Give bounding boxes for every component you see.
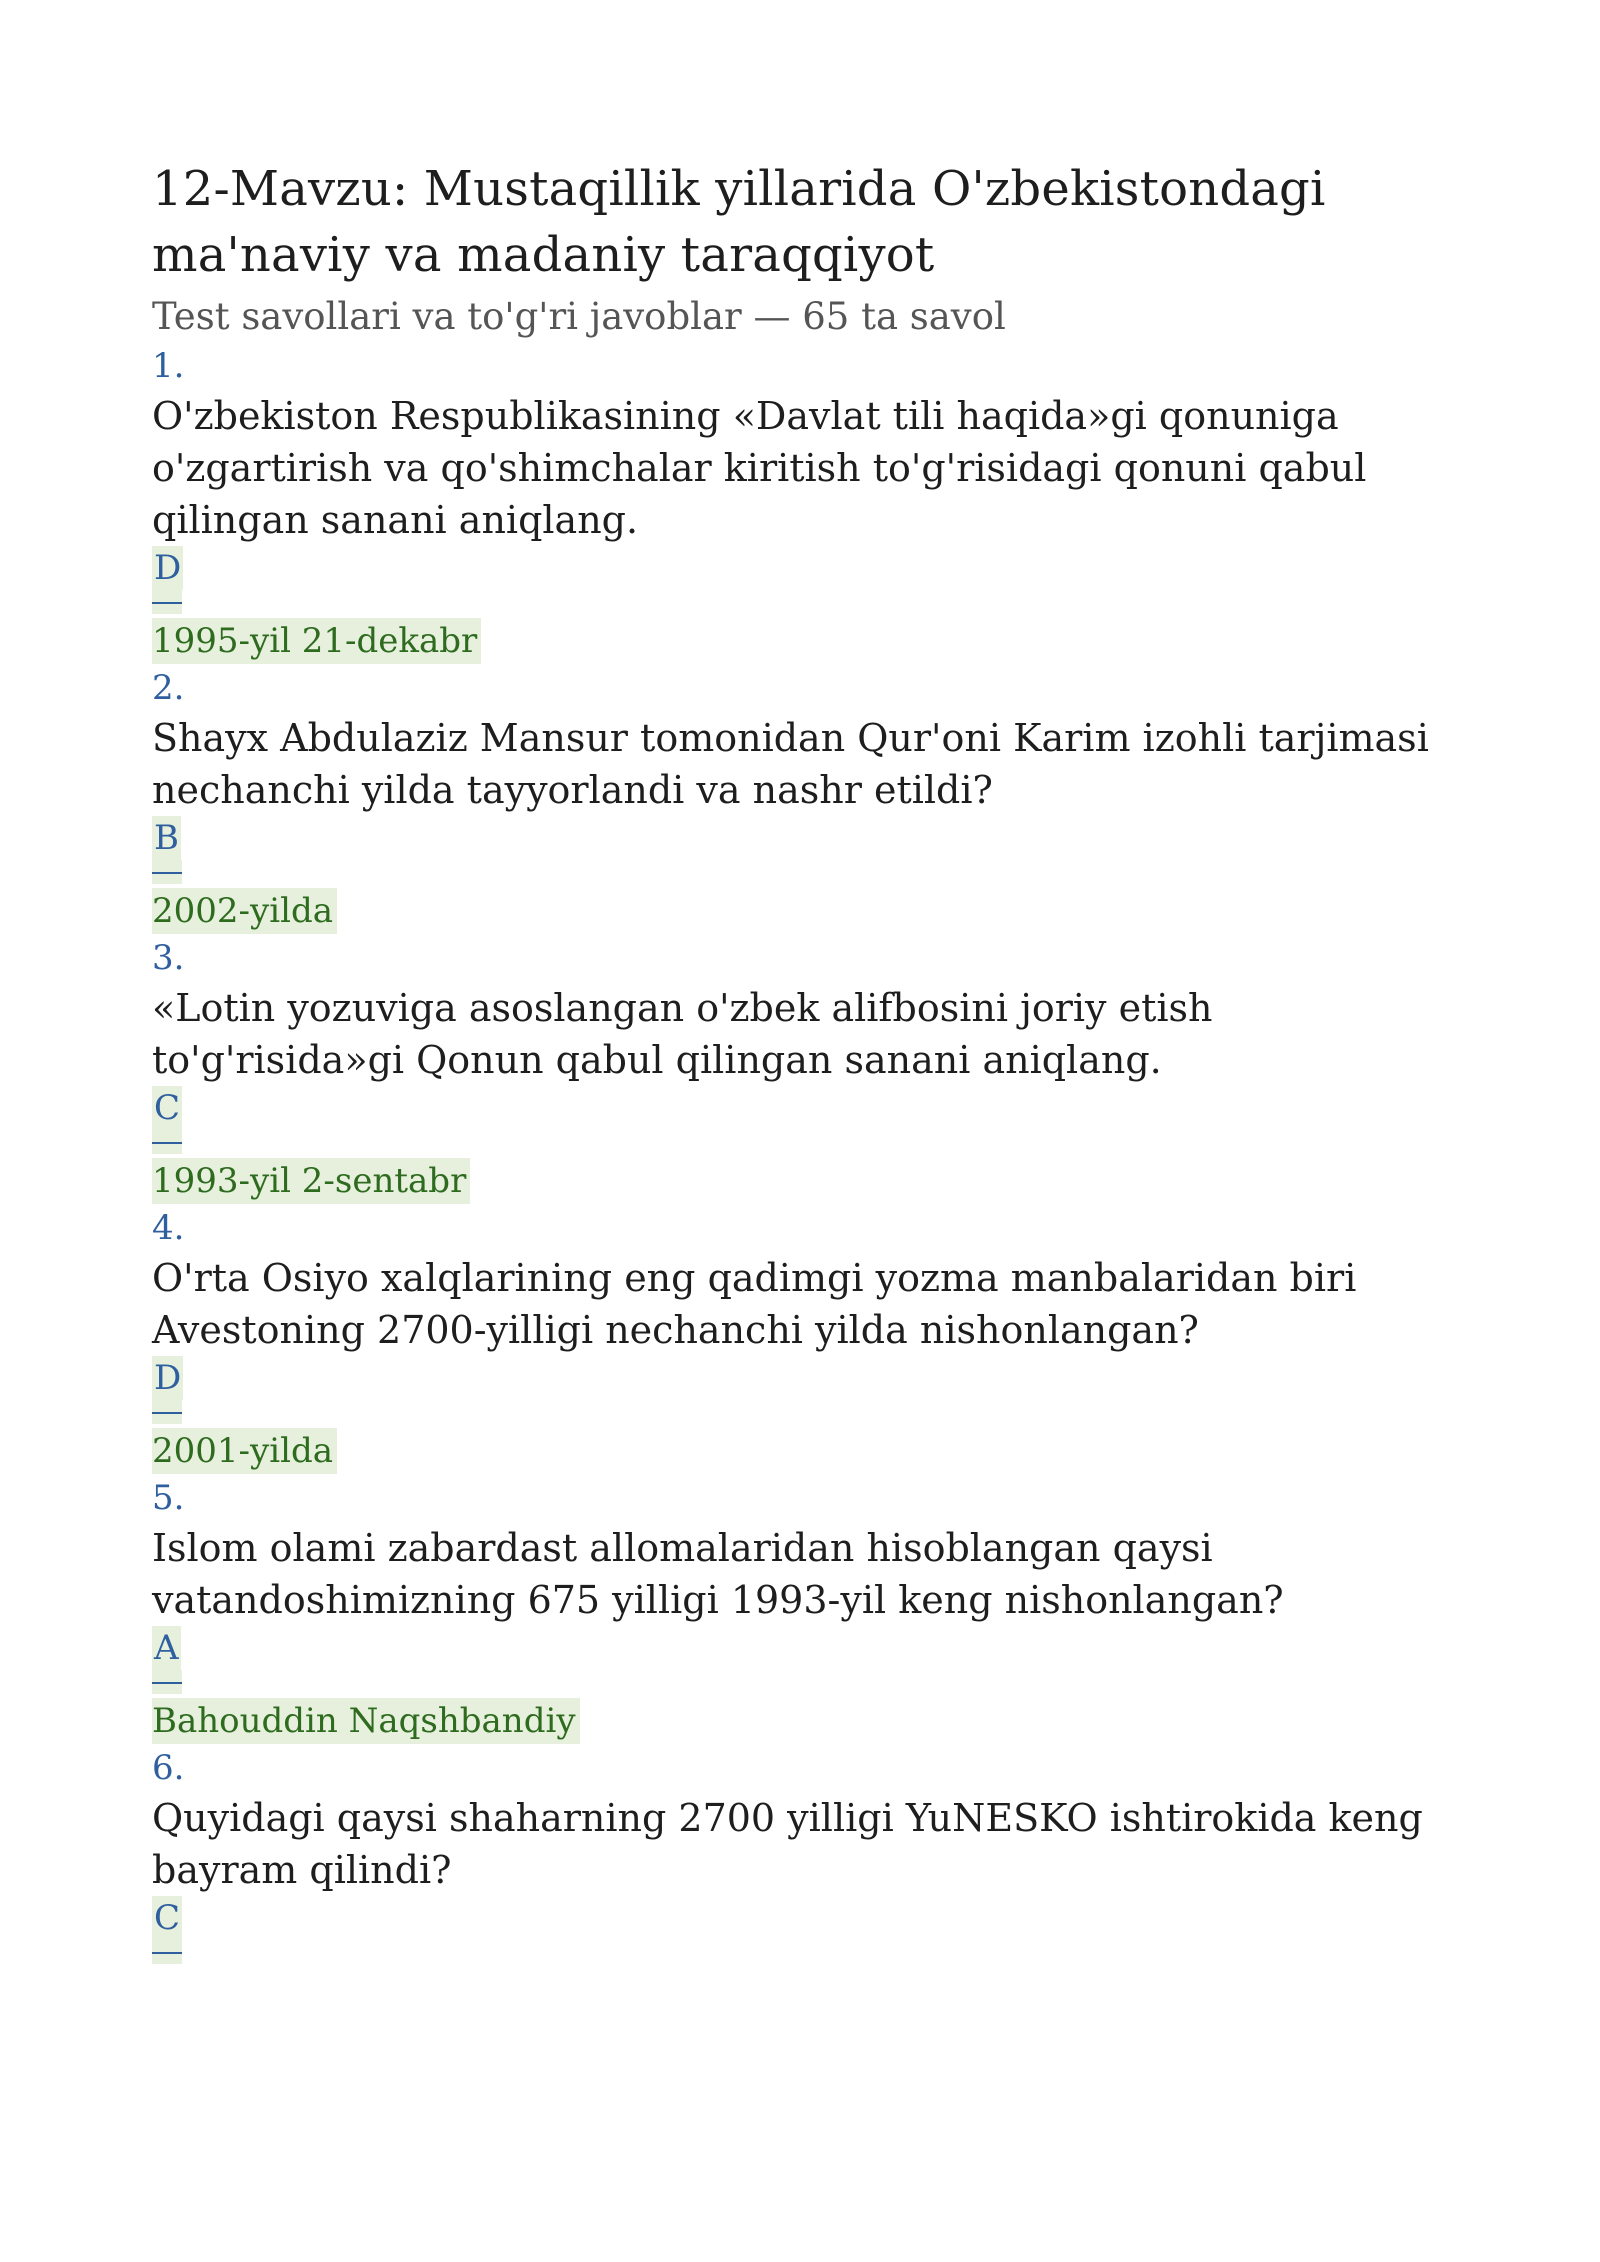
dash-separator [152, 1940, 182, 1964]
answer-letter-row [152, 1086, 1452, 1130]
dash-separator [152, 1130, 182, 1154]
question-item [152, 342, 1452, 664]
page-subtitle: Test savollari va to'g'ri javoblar — 65 ta savol [152, 295, 1006, 338]
answer-letter-row [152, 1626, 1452, 1670]
answer-letter: C [154, 1898, 181, 1938]
answer-row [152, 884, 1452, 934]
question-text: Islom olami zabardast allomalaridan hisoblangan qaysi vatandoshimizning 675 yilligi 1993-yil keng nishonlangan? [152, 1526, 1284, 1622]
correct-answer: 1993-yil 2-sentabr [152, 1158, 470, 1204]
correct-answer: 2002-yilda [152, 888, 337, 934]
question-number: 5. [152, 1478, 185, 1518]
correct-answer: 1995-yil 21-dekabr [152, 618, 481, 664]
answer-letter-row [152, 1356, 1452, 1400]
question-text: O'zbekiston Respublikasining «Davlat tili haqida»gi qonuniga o'zgartirish va qo'shimchalar kiritish to'g'risidagi qonuni qabul qilingan sanani aniqlang. [152, 394, 1367, 542]
question-number: 1. [152, 346, 185, 386]
answer-letter: D [154, 548, 182, 588]
question-item [152, 1744, 1452, 1964]
correct-answer: Bahouddin Naqshbandiy [152, 1698, 580, 1744]
question-item [152, 934, 1452, 1204]
question-text: Quyidagi qaysi shaharning 2700 yilligi YuNESKO ishtirokida keng bayram qilindi? [152, 1796, 1423, 1892]
page-title: 12-Mavzu: Mustaqillik yillarida O'zbekistondagi ma'naviy va madaniy taraqqiyot [152, 161, 1326, 283]
question-text: Shayx Abdulaziz Mansur tomonidan Qur'oni Karim izohli tarjimasi nechanchi yilda tayyorlandi va nashr etildi? [152, 716, 1429, 812]
dash-separator [152, 860, 182, 884]
dash-separator [152, 1400, 182, 1424]
question-number: 4. [152, 1208, 185, 1248]
answer-row [152, 1424, 1452, 1474]
answer-row [152, 1154, 1452, 1204]
answer-letter-row [152, 546, 1452, 590]
question-number: 2. [152, 668, 185, 708]
question-item [152, 1474, 1452, 1744]
answer-letter-row [152, 1896, 1452, 1940]
question-number: 3. [152, 938, 185, 978]
answer-letter-row [152, 816, 1452, 860]
answer-row [152, 614, 1452, 664]
question-item [152, 664, 1452, 934]
correct-answer: 2001-yilda [152, 1428, 337, 1474]
answer-letter: D [154, 1358, 182, 1398]
question-item [152, 1204, 1452, 1474]
answer-letter: B [154, 818, 179, 858]
answer-row [152, 1694, 1452, 1744]
question-text: «Lotin yozuviga asoslangan o'zbek alifbosini joriy etish to'g'risida»gi Qonun qabul qilingan sanani aniqlang. [152, 986, 1213, 1082]
question-text: O'rta Osiyo xalqlarining eng qadimgi yozma manbalaridan biri Avestoning 2700-yilligi nechanchi yilda nishonlangan? [152, 1256, 1357, 1352]
document-page [152, 156, 1452, 1964]
answer-letter: C [154, 1088, 181, 1128]
answer-letter: A [154, 1628, 179, 1668]
question-number: 6. [152, 1748, 185, 1788]
dash-separator [152, 590, 182, 614]
question-list [152, 342, 1452, 1964]
dash-separator [152, 1670, 182, 1694]
